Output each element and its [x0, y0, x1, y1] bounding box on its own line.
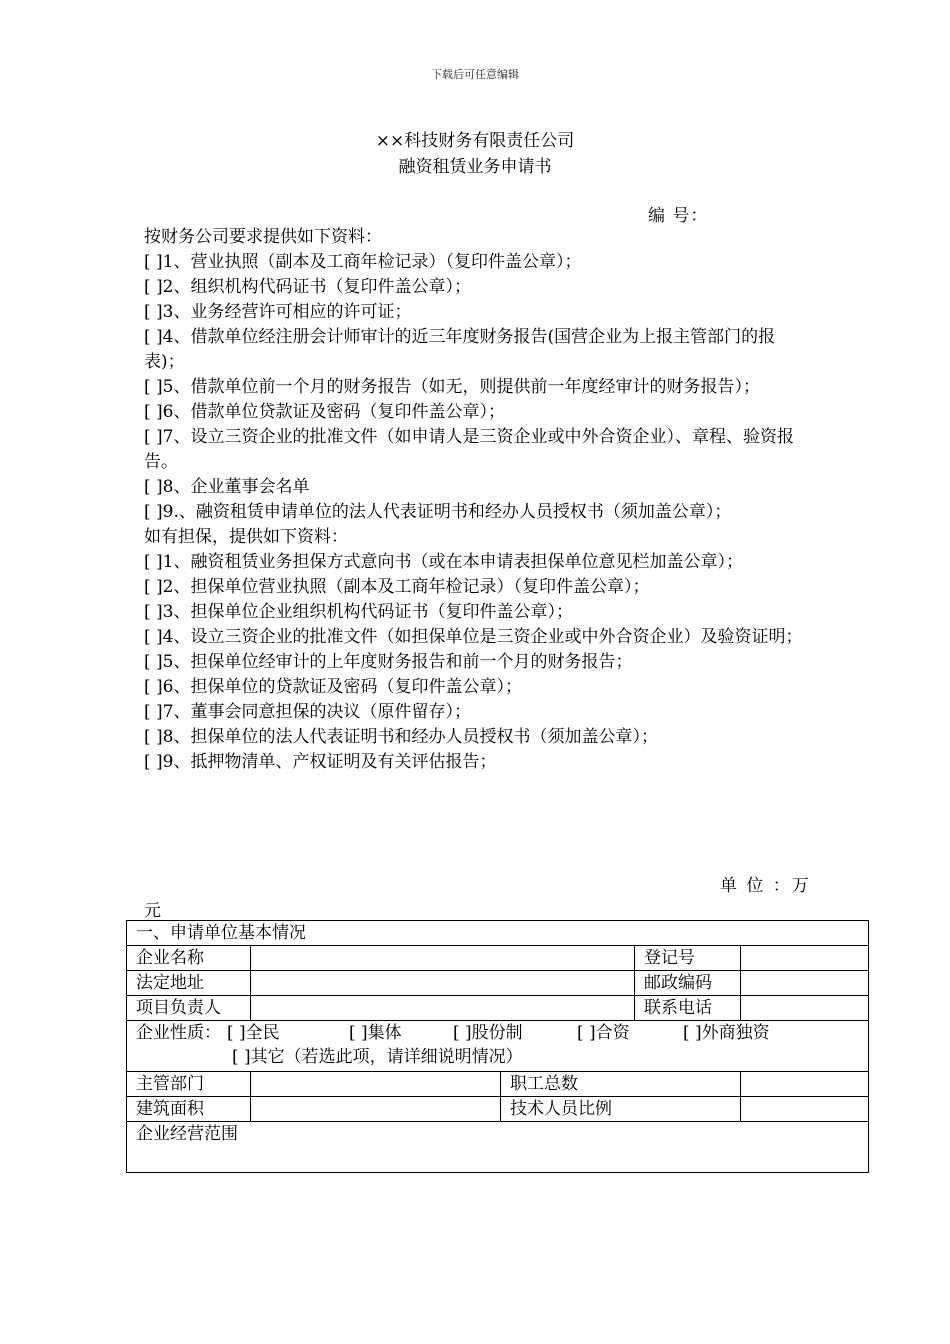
guarantee-item: [ ]9、抵押物清单、产权证明及有关评估报告；	[144, 752, 497, 772]
department-label: 主管部门	[127, 1072, 251, 1097]
project-leader-field[interactable]	[251, 996, 635, 1021]
tech-ratio-label: 技术人员比例	[501, 1097, 741, 1122]
nature-label: 企业性质：	[136, 1023, 221, 1043]
company-name-label: 企业名称	[127, 946, 251, 971]
guarantee-item: [ ]2、担保单位营业执照（副本及工商年检记录）（复印件盖公章）；	[144, 577, 650, 597]
company-title: ××科技财务有限责任公司	[375, 131, 575, 151]
unit-label-tail: 元	[144, 901, 161, 921]
unit-label: 单 位 ：万	[720, 876, 811, 896]
postal-code-label: 邮政编码	[635, 971, 741, 996]
registration-no-label: 登记号	[635, 946, 741, 971]
phone-label: 联系电话	[635, 996, 741, 1021]
requirements-list	[144, 225, 812, 775]
company-name-field[interactable]	[251, 946, 635, 971]
legal-address-label: 法定地址	[127, 971, 251, 996]
project-leader-label: 项目负责人	[127, 996, 251, 1021]
applicant-info-table	[126, 920, 869, 1173]
applicant-item: [ ]9.、融资租赁申请单位的法人代表证明书和经办人员授权书（须加盖公章）；	[144, 502, 732, 522]
registration-no-field[interactable]	[741, 946, 869, 971]
intro-text: 按财务公司要求提供如下资料：	[144, 227, 382, 247]
floor-area-field[interactable]	[251, 1097, 501, 1122]
serial-number-label: 编 号：	[648, 206, 709, 226]
nature-option-joint-venture[interactable]: [ ]合资	[577, 1023, 630, 1043]
guarantee-intro: 如有担保，提供如下资料：	[144, 527, 348, 547]
tech-ratio-field[interactable]	[741, 1097, 869, 1122]
guarantee-item: [ ]7、董事会同意担保的决议（原件留存）；	[144, 702, 471, 722]
applicant-item: [ ]5、借款单位前一个月的财务报告（如无，则提供前一年度经审计的财务报告）；	[144, 377, 760, 397]
department-field[interactable]	[251, 1072, 501, 1097]
guarantee-item: [ ]6、担保单位的贷款证及密码（复印件盖公章）；	[144, 677, 522, 697]
enterprise-nature-cell	[127, 1021, 869, 1072]
header-note: 下载后可任意编辑	[431, 68, 519, 81]
guarantee-item: [ ]3、担保单位企业组织机构代码证书（复印件盖公章）；	[144, 602, 573, 622]
document-title: 融资租赁业务申请书	[398, 157, 552, 177]
postal-code-field[interactable]	[741, 971, 869, 996]
applicant-item: [ ]8、企业董事会名单	[144, 477, 310, 497]
phone-field[interactable]	[741, 996, 869, 1021]
guarantee-item: [ ]5、担保单位经审计的上年度财务报告和前一个月的财务报告；	[144, 652, 633, 672]
nature-option-joint-stock[interactable]: [ ]股份制	[453, 1023, 523, 1043]
business-scope-cell[interactable]	[127, 1122, 869, 1173]
total-staff-label: 职工总数	[501, 1072, 741, 1097]
total-staff-field[interactable]	[741, 1072, 869, 1097]
applicant-item: [ ]2、组织机构代码证书（复印件盖公章）；	[144, 277, 471, 297]
applicant-item: [ ]4、借款单位经注册会计师审计的近三年度财务报告(国营企业为上报主管部门的报表)；	[144, 327, 776, 372]
nature-option-foreign[interactable]: [ ]外商独资	[683, 1023, 770, 1043]
floor-area-label: 建筑面积	[127, 1097, 251, 1122]
applicant-item: [ ]3、业务经营许可相应的许可证；	[144, 302, 412, 322]
guarantee-item: [ ]4、设立三资企业的批准文件（如担保单位是三资企业或中外合资企业）及验资证明；	[144, 627, 803, 647]
nature-option-state[interactable]: [ ]全民	[227, 1023, 280, 1043]
nature-option-collective[interactable]: [ ]集体	[349, 1023, 402, 1043]
nature-option-other[interactable]: [ ]其它（若选此项，请详细说明情况）	[232, 1047, 523, 1067]
guarantee-item: [ ]8、担保单位的法人代表证明书和经办人员授权书（须加盖公章）；	[144, 727, 658, 747]
guarantee-item: [ ]1、融资租赁业务担保方式意向书（或在本申请表担保单位意见栏加盖公章）；	[144, 552, 743, 572]
applicant-item: [ ]7、设立三资企业的批准文件（如申请人是三资企业或中外合资企业）、章程、验资报告。	[144, 427, 794, 472]
legal-address-field[interactable]	[251, 971, 635, 996]
applicant-item: [ ]6、借款单位贷款证及密码（复印件盖公章）；	[144, 402, 505, 422]
section-title: 一、申请单位基本情况	[127, 921, 869, 946]
business-scope-label: 企业经营范围	[136, 1124, 238, 1144]
applicant-item: [ ]1、营业执照（副本及工商年检记录）（复印件盖公章）；	[144, 252, 582, 272]
